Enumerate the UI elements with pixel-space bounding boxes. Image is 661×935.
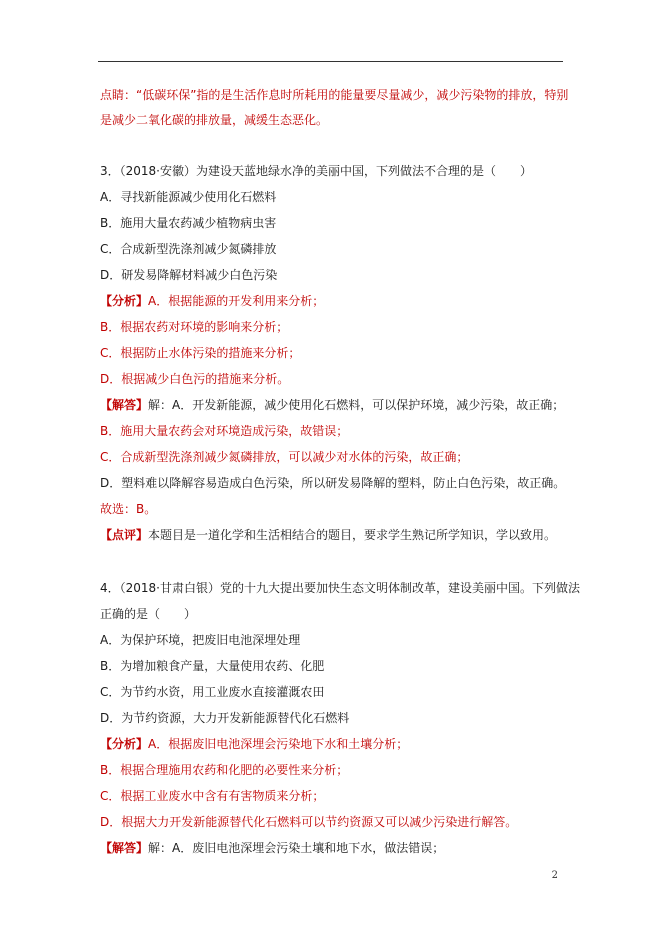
q4-answer-line-1: 【解答】解：A．废旧电池深埋会污染土壤和地下水，做法错误；: [100, 841, 445, 855]
header-rule: [98, 61, 563, 62]
q4-analysis-line-3: C．根据工业废水中含有有害物质来分析；: [100, 789, 325, 803]
q4-analysis-tag: 【分析】: [100, 737, 149, 751]
q3-option-c: C．合成新型洗涤剂减少氮磷排放: [100, 242, 277, 256]
q3-answer-line-1: 【解答】解：A．开发新能源，减少使用化石燃料，可以保护环境，减少污染，故正确；: [100, 398, 565, 412]
dianjing-line-1: 点睛：“低碳环保”指的是生活作息时所耗用的能量要尽量减少，减少污染物的排放，特别: [100, 88, 569, 102]
q3-answer-line-2: B．施用大量农药会对环境造成污染，故错误；: [100, 424, 349, 438]
q3-analysis-line-4: D．根据减少白色污的措施来分析。: [100, 372, 290, 386]
q3-answer-line-5: 故选：B。: [100, 502, 157, 516]
q3-comment: 【点评】本题目是一道化学和生活相结合的题目，要求学生熟记所学知识，学以致用。: [100, 528, 557, 542]
q3-analysis-line-3: C．根据防止水体污染的措施来分析；: [100, 346, 301, 360]
q3-stem: 3．（2018·安徽）为建设天蓝地绿水净的美丽中国，下列做法不合理的是（ ）: [100, 164, 532, 178]
q3-answer-line-3: C．合成新型洗涤剂减少氮磷排放，可以减少对水体的污染，故正确；: [100, 450, 469, 464]
q4-analysis-line-4: D．根据大力开发新能源替代化石燃料可以节约资源又可以减少污染进行解答。: [100, 815, 518, 829]
q4-analysis-line-1: 【分析】A．根据废旧电池深埋会污染地下水和土壤分析；: [100, 737, 409, 751]
q4-option-d: D．为节约资源，大力开发新能源替代化石燃料: [100, 711, 350, 725]
q3-analysis-tag: 【分析】: [100, 294, 149, 308]
q4-option-a: A．为保护环境，把废旧电池深埋处理: [100, 633, 301, 647]
q3-option-a: A．寻找新能源减少使用化石燃料: [100, 190, 277, 204]
q3-comment-tag: 【点评】: [100, 528, 149, 542]
q4-option-c: C．为节约水资，用工业废水直接灌溉农田: [100, 685, 325, 699]
q3-answer-tag: 【解答】: [100, 398, 149, 412]
q4-analysis-line-2: B．根据合理施用农药和化肥的必要性来分析；: [100, 763, 349, 777]
q3-answer-line-4: D．塑料难以降解容易造成白色污染，所以研发易降解的塑料，防止白色污染，故正确。: [100, 476, 566, 490]
page-number: 2: [551, 870, 558, 881]
q3-analysis-line-2: B．根据农药对环境的影响来分析；: [100, 320, 289, 334]
q4-option-b: B．为增加粮食产量，大量使用农药、化肥: [100, 659, 325, 673]
q4-stem-line-1: 4．（2018·甘肃白银）党的十九大提出要加快生态文明体制改革，建设美丽中国。下列做法: [100, 581, 580, 595]
q3-option-b: B．施用大量农药减少植物病虫害: [100, 216, 277, 230]
q4-answer-tag: 【解答】: [100, 841, 149, 855]
q3-option-d: D．研发易降解材料减少白色污染: [100, 268, 278, 282]
q4-stem-line-2: 正确的是（ ）: [100, 607, 197, 621]
q3-analysis-line-1: 【分析】A．根据能源的开发利用来分析；: [100, 294, 325, 308]
dianjing-line-2: 是减少二氧化碳的排放量，减缓生态恶化。: [100, 113, 329, 127]
